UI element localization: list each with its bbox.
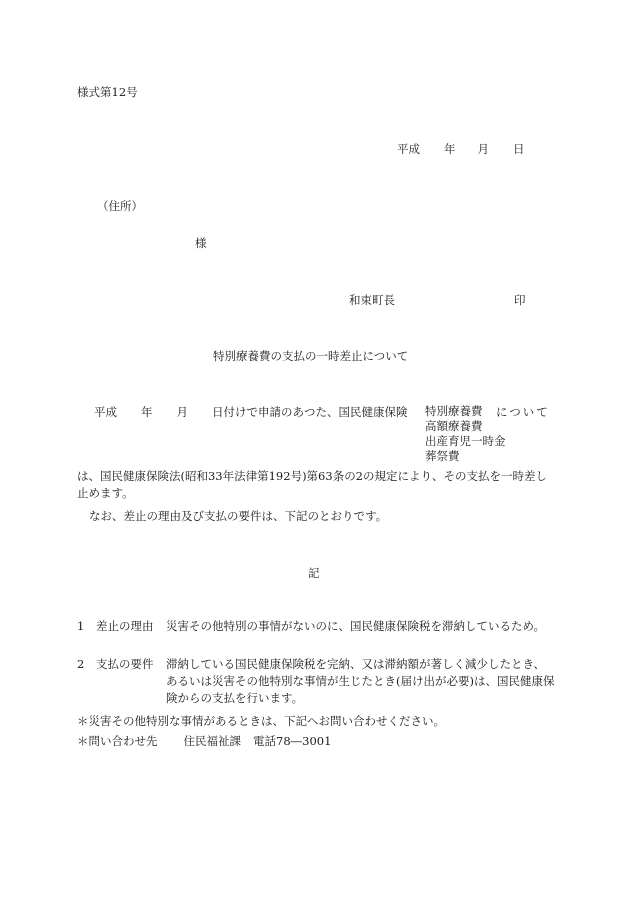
body-date-year: 年: [141, 405, 153, 419]
application-date-line: [94, 404, 408, 420]
date-era: 平成: [397, 142, 420, 156]
date-day: 日: [513, 142, 525, 156]
benefit-item: 出産育児一時金: [425, 434, 506, 448]
benefit-item: 特別療養費: [425, 404, 483, 418]
item-text: 災害その他特別の事情がないのに、国民健康保険税を滞納しているため。: [166, 619, 546, 633]
benefit-item: 葬祭費: [425, 449, 460, 463]
body-lead-text: 日付けで申請のあつた、国民健康保険: [212, 405, 408, 419]
addressee-suffix: 様: [195, 236, 207, 250]
item-text: 滞納している国民健康保険税を完納、又は滞納額が著しく減少したとき、あるいは災害その他特別な事情が生じたとき(届け出が必要)は、国民健康保険からの支払を行います。: [166, 657, 555, 705]
document-title: 特別療養費の支払の一時差止について: [213, 349, 409, 363]
notice-text: ＊災害その他特別な事情があるときは、下記へお問い合わせください。: [77, 714, 445, 728]
contact-line: [77, 733, 331, 749]
form-number: 様式第12号: [77, 85, 138, 99]
address-label: （住所）: [97, 199, 143, 213]
issue-date: [397, 141, 525, 157]
item-label: 差止の理由: [96, 619, 154, 633]
contact-dept: 住民福祉課: [183, 734, 241, 748]
body-note-text: なお、差止の理由及び支払の要件は、下記のとおりです。: [89, 509, 388, 523]
ki-heading: 記: [308, 566, 320, 580]
date-month: 月: [477, 142, 489, 156]
item-number: 1: [77, 619, 85, 633]
benefit-list: [425, 404, 506, 464]
item-number: 2: [77, 657, 85, 671]
contact-phone: 電話78―3001: [253, 734, 332, 748]
item-label: 支払の要件: [96, 657, 154, 671]
list-item: [77, 656, 555, 708]
benefit-item: 高額療養費: [425, 419, 483, 433]
seal-mark: 印: [514, 293, 526, 307]
body-date-era: 平成: [94, 405, 117, 419]
issuer-title: 和束町長: [349, 293, 395, 307]
contact-label: ＊問い合わせ先: [77, 734, 158, 748]
about-text: について: [496, 405, 550, 419]
body-date-month: 月: [176, 405, 188, 419]
date-year: 年: [444, 142, 456, 156]
list-item: [77, 618, 555, 652]
body-main-text: は、国民健康保険法(昭和33年法律第192号)第63条の2の規定により、その支払を一時差し止めます。: [77, 469, 548, 500]
